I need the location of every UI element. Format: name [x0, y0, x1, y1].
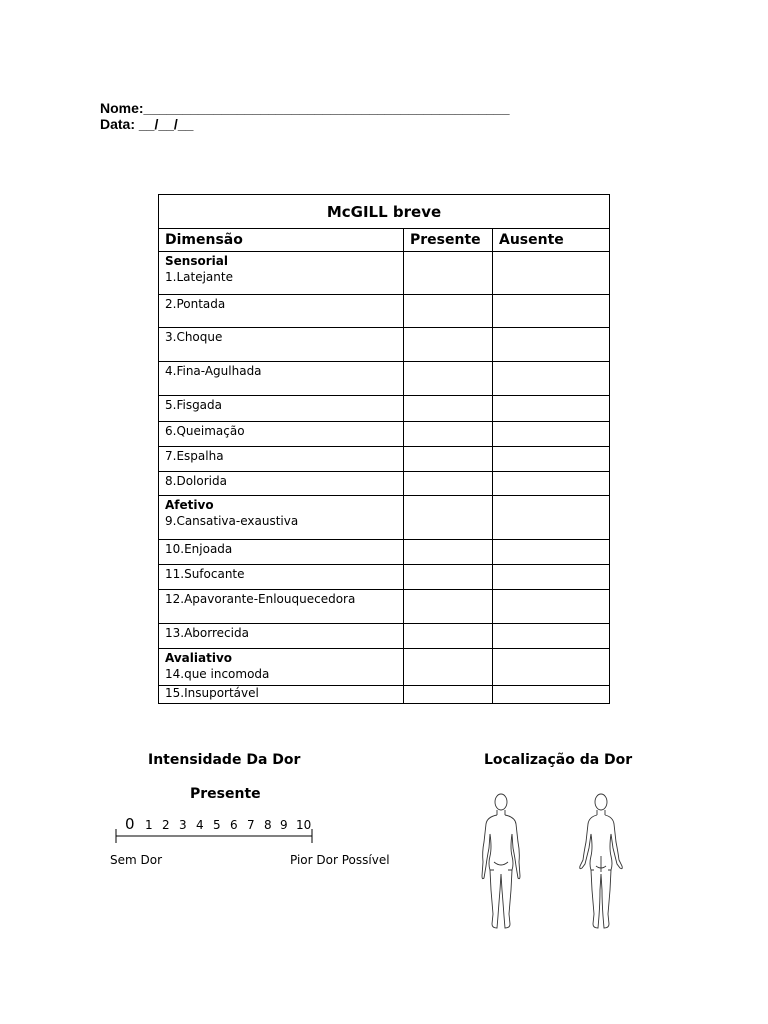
presente-cell[interactable]: [404, 447, 493, 472]
ausente-cell[interactable]: [493, 649, 610, 686]
presente-cell[interactable]: [404, 396, 493, 422]
presente-cell[interactable]: [404, 422, 493, 447]
ausente-cell[interactable]: [493, 252, 610, 295]
mcgill-table: [158, 194, 610, 704]
scale-min-label: Sem Dor: [110, 853, 163, 867]
table-row: [159, 422, 610, 447]
scale-number[interactable]: 0: [125, 815, 135, 833]
ausente-cell[interactable]: [493, 472, 610, 496]
presente-cell[interactable]: [404, 362, 493, 396]
table-row: [159, 624, 610, 649]
item-label: 2.Pontada: [165, 297, 226, 311]
scale-number[interactable]: 9: [280, 818, 288, 832]
ausente-cell[interactable]: [493, 396, 610, 422]
table-row: [159, 362, 610, 396]
scale-number[interactable]: 3: [179, 818, 187, 832]
presente-cell[interactable]: [404, 496, 493, 540]
table-row: [159, 328, 610, 362]
presente-cell[interactable]: [404, 252, 493, 295]
scale-number[interactable]: 2: [162, 818, 170, 832]
col-dimensao: Dimensão: [159, 229, 404, 252]
scale-number[interactable]: 5: [213, 818, 221, 832]
scale-max-label: Pior Dor Possível: [290, 853, 390, 867]
table-row: [159, 496, 610, 540]
item-label: 15.Insuportável: [165, 686, 259, 700]
scale-number[interactable]: 4: [196, 818, 204, 832]
scale-number[interactable]: 1: [145, 818, 153, 832]
intensity-title: Intensidade Da Dor: [148, 752, 301, 768]
item-label: 1.Latejante: [165, 270, 233, 284]
intensity-subtitle: Presente: [190, 786, 261, 802]
item-label: 10.Enjoada: [165, 542, 233, 556]
table-row: [159, 540, 610, 565]
item-label: 8.Dolorida: [165, 474, 227, 488]
ausente-cell[interactable]: [493, 295, 610, 328]
table-row: [159, 252, 610, 295]
presente-cell[interactable]: [404, 590, 493, 624]
pain-scale[interactable]: [114, 816, 330, 856]
item-label: 3.Choque: [165, 330, 223, 344]
group-sensorial: Sensorial: [165, 254, 228, 268]
scale-number[interactable]: 8: [264, 818, 272, 832]
ausente-cell[interactable]: [493, 686, 610, 704]
col-presente: Presente: [404, 229, 493, 252]
table-title: McGILL breve: [159, 195, 610, 229]
patient-header: [100, 100, 510, 132]
item-label: 13.Aborrecida: [165, 626, 249, 640]
col-ausente: Ausente: [493, 229, 610, 252]
group-avaliativo: Avaliativo: [165, 651, 233, 665]
group-afetivo: Afetivo: [165, 498, 214, 512]
table-row: [159, 295, 610, 328]
ausente-cell[interactable]: [493, 565, 610, 590]
ausente-cell[interactable]: [493, 328, 610, 362]
item-label: 4.Fina-Agulhada: [165, 364, 262, 378]
ausente-cell[interactable]: [493, 540, 610, 565]
item-label: 6.Queimação: [165, 424, 245, 438]
presente-cell[interactable]: [404, 565, 493, 590]
presente-cell[interactable]: [404, 686, 493, 704]
scale-number[interactable]: 7: [247, 818, 255, 832]
table-row: [159, 686, 610, 704]
table-row: [159, 447, 610, 472]
item-label: 9.Cansativa-exaustiva: [165, 514, 299, 528]
scale-number[interactable]: 6: [230, 818, 238, 832]
presente-cell[interactable]: [404, 328, 493, 362]
presente-cell[interactable]: [404, 624, 493, 649]
presente-cell[interactable]: [404, 649, 493, 686]
ausente-cell[interactable]: [493, 422, 610, 447]
ausente-cell[interactable]: [493, 590, 610, 624]
data-field[interactable]: Data: __/__/__: [100, 116, 194, 132]
nome-field[interactable]: Nome:_______________________________________________: [100, 100, 510, 116]
presente-cell[interactable]: [404, 295, 493, 328]
item-label: 11.Sufocante: [165, 567, 245, 581]
table-row: [159, 649, 610, 686]
ausente-cell[interactable]: [493, 624, 610, 649]
table-row: [159, 472, 610, 496]
item-label: 5.Fisgada: [165, 398, 223, 412]
table-row: [159, 565, 610, 590]
ausente-cell[interactable]: [493, 447, 610, 472]
back-body-figure[interactable]: [570, 790, 632, 937]
ausente-cell[interactable]: [493, 496, 610, 540]
front-body-figure[interactable]: [470, 790, 532, 937]
table-row: [159, 396, 610, 422]
item-label: 7.Espalha: [165, 449, 224, 463]
presente-cell[interactable]: [404, 472, 493, 496]
item-label: 12.Apavorante-Enlouquecedora: [165, 592, 356, 606]
presente-cell[interactable]: [404, 540, 493, 565]
scale-number[interactable]: 10: [296, 818, 312, 832]
ausente-cell[interactable]: [493, 362, 610, 396]
table-row: [159, 590, 610, 624]
location-title: Localização da Dor: [484, 752, 633, 768]
item-label: 14.que incomoda: [165, 667, 270, 681]
